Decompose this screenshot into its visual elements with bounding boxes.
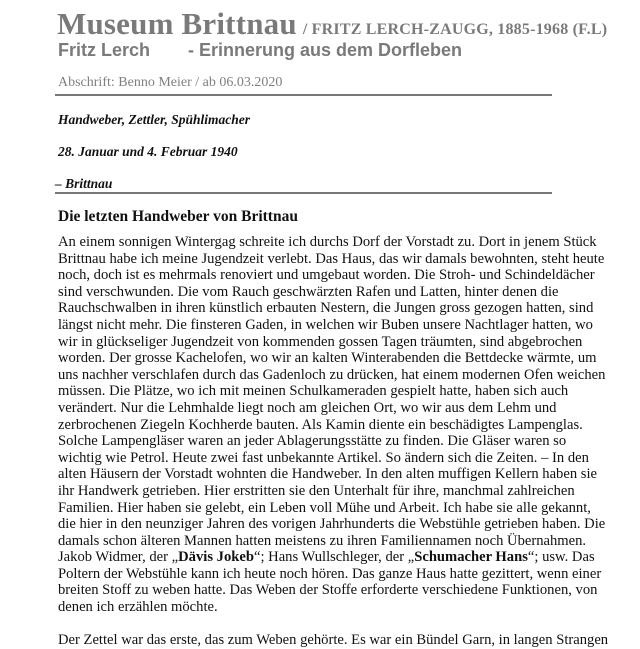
text-line: ihr Handwerk getrieben. Hier erstritten sie den Unterhalt für ihre, manchmal zahlreichen [58, 482, 575, 499]
text-line: Solche Lampengläser waren an jeder Ablagerungsstätte zu finden. Die Gläser waren so [58, 433, 567, 450]
paragraph-2-line: Der Zettel war das erste, das zum Weben gehörte. Es war ein Bündel Garn, in langen Strangen [58, 632, 609, 649]
date-line: 28. Januar und 4. Februar 1940 [58, 144, 238, 159]
text-line: Poltern der Webstühle kann ich heute noch hören. Das ganze Haus hatte gezittert, wenn einer [58, 565, 602, 582]
text-line: damals schon älteren Mannen hatten meistens zu ihren Familiennamen noch Übernahmen. [58, 532, 587, 549]
text-line: Rauchschwalben in ihren künstlich erbauten Nestern, die Jungen gross gezogen hatten, sind [58, 300, 594, 317]
text-line: worden. Der grosse Kachelofen, wo wir an kalten Winterabenden die Bettdecke wärmte, um [58, 350, 597, 367]
names-line [58, 549, 608, 566]
text-line: verändert. Nur die Lehmhalde liegt noch am gleichen Ort, wo wir aus dem Lehm und [58, 399, 557, 416]
text-line: sind verschwunden. Die vom Rauch geschwärzten Rafen und Latten, hinter denen die [58, 283, 559, 300]
text-line: längst nicht mehr. Die finsteren Gaden, in welchen wir Buben unsere Nachtlager hatten, wo [58, 316, 593, 333]
paragraph-gap [58, 616, 608, 633]
header-divider [55, 94, 552, 96]
text-line: die hier in den neunziger Jahren des vorigen Jahrhunderts die Webstühle getrieben haben. Die [58, 516, 606, 533]
text-line: denen ich erzählen möchte. [58, 599, 218, 616]
author-name: Fritz Lerch [58, 40, 151, 60]
transcription-note: Abschrift: Benno Meier / ab 06.03.2020 [58, 75, 283, 90]
meta-divider [55, 192, 552, 194]
title-text: Museum Brittnau [57, 6, 297, 41]
article-body [58, 234, 608, 649]
text-line: müssen. Die Plätze, wo ich mit meinen Schulkameraden gespielt hatte, haben sich auch [58, 383, 569, 400]
nickname-davis-jokeb: Dävis Jokeb [178, 549, 254, 566]
document-title [57, 6, 607, 42]
text-line: uns nachher verschlafen durch das Gadenloch zu drücken, hat einem modernen Ofen weichen [58, 366, 606, 383]
text-line: Familien. Hier haben sie gelebt, ein Leben voll Mühe und Arbeit. Ich habe sie alle gekannt, [58, 499, 591, 516]
subtitle-text: - Erinnerung aus dem Dorfleben [188, 40, 463, 60]
text-line: noch, doch ist es mehrmals renoviert und umgebaut worden. Die Stroh- und Schindeldächer [58, 267, 595, 284]
paragraph-1 [58, 234, 608, 549]
title-suffix: / FRITZ LERCH-ZAUGG, 1885-1968 (F.L) [302, 21, 608, 38]
text-line: zerbrochenen Ziegeln Kochherde bauten. Als Kamin diente ein beschädigtes Lampenglas. [58, 416, 583, 433]
text-line: wichtig wie Petrol. Heute zwei fast unbekannte Artikel. So ändern sich die Zeiten. – In den [58, 449, 589, 466]
text-segment: “; Hans Wullschleger, der „ [253, 549, 415, 566]
text-line: alten Häusern der Vorstadt wohnten die Handweber. In den alten muffigen Kellern haben sie [58, 466, 597, 483]
text-line: Brittnau habe ich meine Jugendzeit verlebt. Das Haus, das wir damals bewohnten, steht heute [58, 250, 605, 267]
text-segment: “; usw. Das [527, 549, 595, 566]
place-line: – Brittnau [55, 176, 113, 191]
topic-line: Handweber, Zettler, Spühlimacher [58, 112, 251, 127]
text-segment: Jakob Widmer, der „ [58, 549, 179, 566]
text-line: breiten Stoff zu weben hatte. Das Weben der Stoffe erforderte verschiedene Funktionen, von [58, 582, 598, 599]
nickname-schumacher-hans: Schumacher Hans [414, 549, 528, 566]
text-line: wir in glückseliger Jugendzeit von kommenden gossen Tagen träumten, sind abgebrochen [58, 333, 583, 350]
text-line: An einem sonnigen Wintergag schreite ich durchs Dorf der Vorstadt zu. Dort in jenem Stück [58, 234, 597, 250]
article-heading: Die letzten Handweber von Brittnau [58, 208, 298, 225]
paragraph-1-end [58, 566, 608, 616]
document-subtitle [58, 40, 462, 61]
